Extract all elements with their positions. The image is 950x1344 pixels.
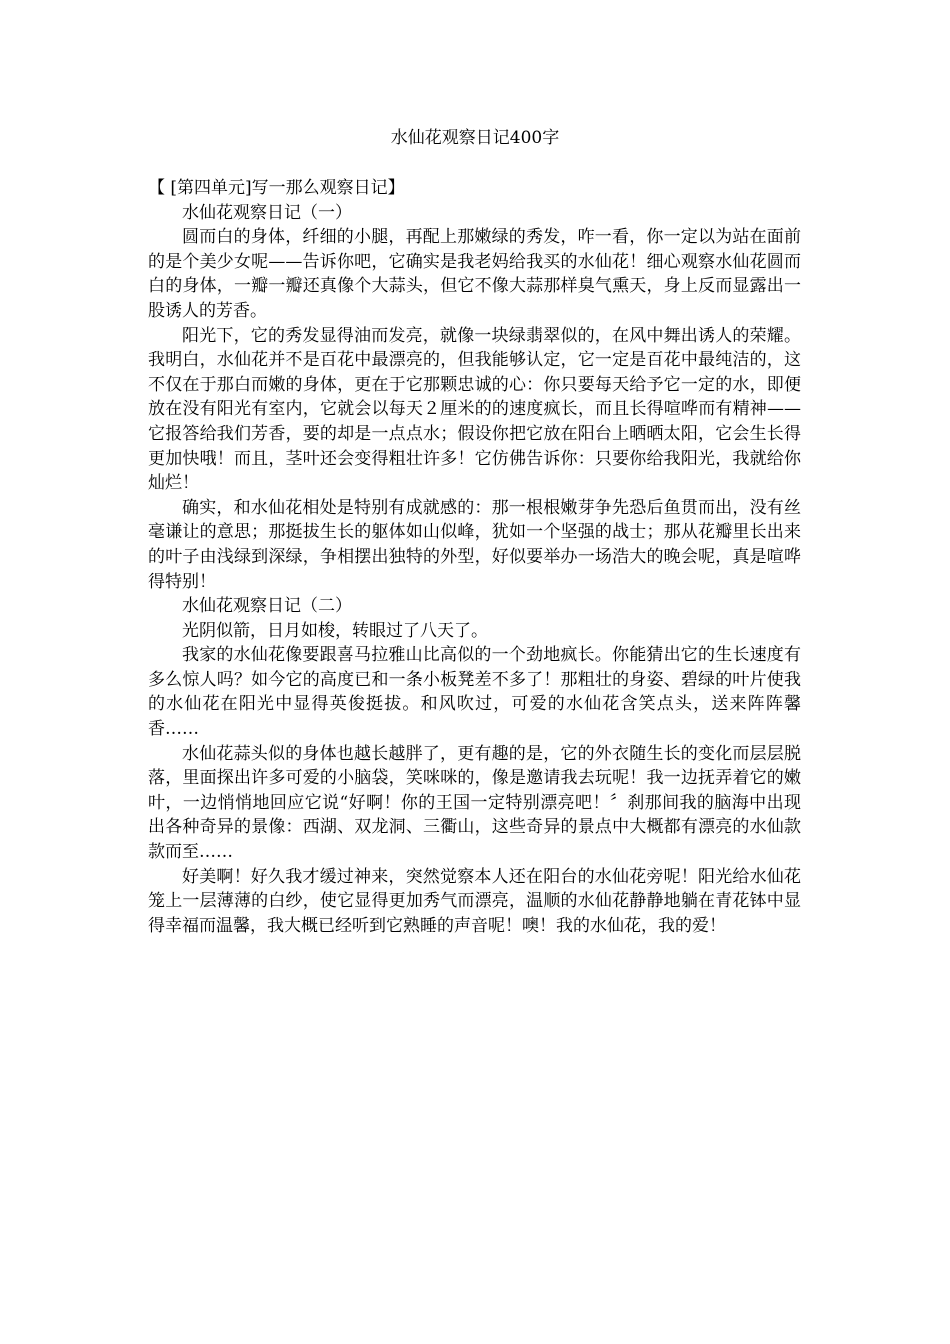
diary-1-heading: 水仙花观察日记（一） xyxy=(182,202,352,223)
diary-1-paragraph: 圆而白的身体，纤细的小腿，再配上那嫩绿的秀发，咋一看，你一定以为站在面前的是个美少女呢——告诉你吧，它确实是我老妈给我买的水仙花！细心观察水仙花圆而白的身体，一瓣一瓣还真像个大蒜头，但它不像大蒜那样臭气熏天，身上反而显露出一股诱人的芳香。 xyxy=(148,227,801,321)
document-title: 水仙花观察日记400字 xyxy=(390,128,560,148)
unit-heading: 【 [第四单元]写一那么观察日记】 xyxy=(148,178,405,198)
document-body xyxy=(148,176,801,938)
diary-1-paragraph: 阳光下，它的秀发显得油而发亮，就像一块绿翡翠似的，在风中舞出诱人的荣耀。我明白，水仙花并不是百花中最漂亮的，但我能够认定，它一定是百花中最纯洁的，这不仅在于那白而嫩的身体，更在于它那颗忠诚的心：你只要每天给予它一定的水，即便放在没有阳光有室内，它就会以每天２厘米的的速度疯长，而且长得喧哗而有精神——它报答给我们芳香，要的却是一点点水；假设你把它放在阳台上晒晒太阳，它会生长得更加快哦！而且，茎叶还会变得粗壮许多！它仿佛告诉你：只要你给我阳光，我就给你灿烂！ xyxy=(148,325,801,494)
diary-1-paragraph: 确实，和水仙花相处是特别有成就感的：那一根根嫩芽争先恐后鱼贯而出，没有丝毫谦让的意思；那挺拔生长的躯体如山似峰，犹如一个坚强的战士；那从花瓣里长出来的叶子由浅绿到深绿，争相摆出独特的外型，好似要举办一场浩大的晚会呢，真是喧哗得特别！ xyxy=(148,497,801,592)
diary-2-paragraph: 好美啊！好久我才缓过神来，突然觉察本人还在阳台的水仙花旁呢！阳光给水仙花笼上一层薄薄的白纱，使它显得更加秀气而漂亮，温顺的水仙花静静地躺在青花钵中显得幸福而温馨，我大概已经听到它熟睡的声音呢！噢！我的水仙花，我的爱！ xyxy=(148,866,801,936)
diary-2-paragraph: 光阴似箭，日月如梭，转眼过了八天了。 xyxy=(182,620,488,641)
diary-2-paragraph: 水仙花蒜头似的身体也越长越胖了，更有趣的是，它的外衣随生长的变化而层层脱落，里面探出许多可爱的小脑袋，笑咪咪的，像是邀请我去玩呢！我一边抚弄着它的嫩叶，一边悄悄地回应它说“好啊！你的王国一定特别漂亮吧！〞刹那间我的脑海中出现出各种奇异的景像：西湖、双龙洞、三衢山，这些奇异的景点中大概都有漂亮的水仙款款而至…… xyxy=(148,743,801,863)
diary-2-heading: 水仙花观察日记（二） xyxy=(182,596,352,617)
diary-2-paragraph: 我家的水仙花像要跟喜马拉雅山比高似的一个劲地疯长。你能猜出它的生长速度有多么惊人吗？如今它的高度已和一条小板凳差不多了！那粗壮的身姿、碧绿的叶片使我的水仙花在阳光中显得英俊挺拔。和风吹过，可爱的水仙花含笑点头，送来阵阵馨香…… xyxy=(148,645,801,740)
